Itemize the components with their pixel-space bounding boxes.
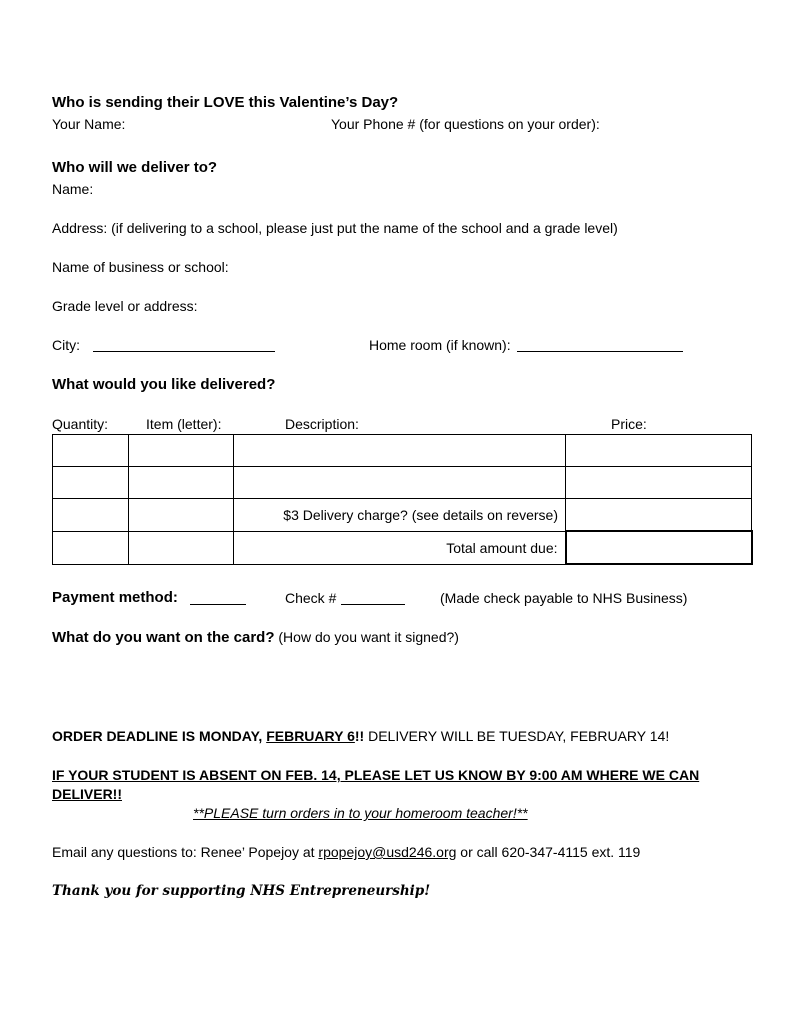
your-name-label: Your Name: (52, 116, 126, 132)
deadline-exclaim: !! (354, 728, 365, 744)
homeroom-label: Home room (if known): (369, 337, 511, 353)
email-link[interactable]: rpopejoy@usd246.org (318, 844, 457, 860)
total-label: Total amount due: (234, 531, 566, 564)
quantity-column-header: Quantity: (52, 416, 109, 432)
item-cell[interactable] (129, 435, 234, 467)
check-number-blank[interactable] (341, 590, 405, 605)
card-subtext: (How do you want it signed?) (278, 629, 459, 645)
description-cell[interactable] (234, 467, 566, 499)
description-column-header: Description: (285, 416, 359, 432)
table-row (53, 499, 752, 532)
item-cell[interactable] (129, 467, 234, 499)
description-cell[interactable] (234, 435, 566, 467)
table-row (53, 467, 752, 499)
thank-you-note: Thank you for supporting NHS Entrepreneurship! (52, 883, 431, 899)
total-amount-cell[interactable] (566, 531, 752, 564)
absent-notice-line-2: DELIVER!! (52, 786, 122, 802)
business-label: Name of business or school: (52, 259, 229, 275)
deadline-text-1: ORDER DEADLINE IS MONDAY, (52, 728, 267, 744)
city-label: City: (52, 337, 80, 353)
table-row (53, 531, 752, 564)
sender-heading: Who is sending their LOVE this Valentine’s Day? (52, 94, 399, 111)
city-blank[interactable] (93, 337, 275, 352)
recipient-heading: Who will we deliver to? (52, 159, 218, 176)
order-heading: What would you like delivered? (52, 376, 276, 393)
contact-prefix: Email any questions to: Renee’ Popejoy at (52, 844, 319, 860)
address-label: Address: (if delivering to a school, please just put the name of the school and a grade level) (52, 220, 618, 236)
quantity-cell[interactable] (53, 435, 129, 467)
item-column-header: Item (letter): (146, 416, 222, 432)
absent-notice-line-1: IF YOUR STUDENT IS ABSENT ON FEB. 14, PLEASE LET US KNOW BY 9:00 AM WHERE WE CAN (52, 767, 700, 783)
quantity-cell[interactable] (53, 499, 129, 532)
check-payable-note: (Made check payable to NHS Business) (440, 590, 688, 606)
quantity-cell[interactable] (53, 531, 129, 564)
item-cell[interactable] (129, 499, 234, 532)
order-table (52, 434, 753, 565)
quantity-cell[interactable] (53, 467, 129, 499)
payment-method-blank[interactable] (190, 589, 246, 605)
price-cell[interactable] (566, 435, 752, 467)
delivery-date-text: DELIVERY WILL BE TUESDAY, FEBRUARY 14! (364, 728, 670, 744)
contact-line (52, 844, 640, 860)
homeroom-note: **PLEASE turn orders in to your homeroom teacher!** (193, 805, 528, 821)
grade-label: Grade level or address: (52, 298, 198, 314)
contact-suffix: or call 620-347-4115 ext. 119 (456, 844, 641, 860)
price-column-header: Price: (611, 416, 647, 432)
card-message-line (52, 629, 459, 646)
check-number-label: Check # (285, 590, 337, 606)
price-cell[interactable] (566, 467, 752, 499)
card-heading: What do you want on the card? (52, 629, 275, 646)
item-cell[interactable] (129, 531, 234, 564)
your-phone-label: Your Phone # (for questions on your order): (331, 116, 600, 132)
payment-method-label: Payment method: (52, 589, 178, 606)
recipient-name-label: Name: (52, 181, 94, 197)
delivery-charge-price-cell[interactable] (566, 499, 752, 532)
delivery-charge-label: $3 Delivery charge? (see details on reverse) (234, 499, 566, 532)
deadline-line (52, 728, 669, 744)
table-row (53, 435, 752, 467)
homeroom-blank[interactable] (517, 337, 683, 352)
deadline-date: FEBRUARY 6 (266, 728, 355, 744)
